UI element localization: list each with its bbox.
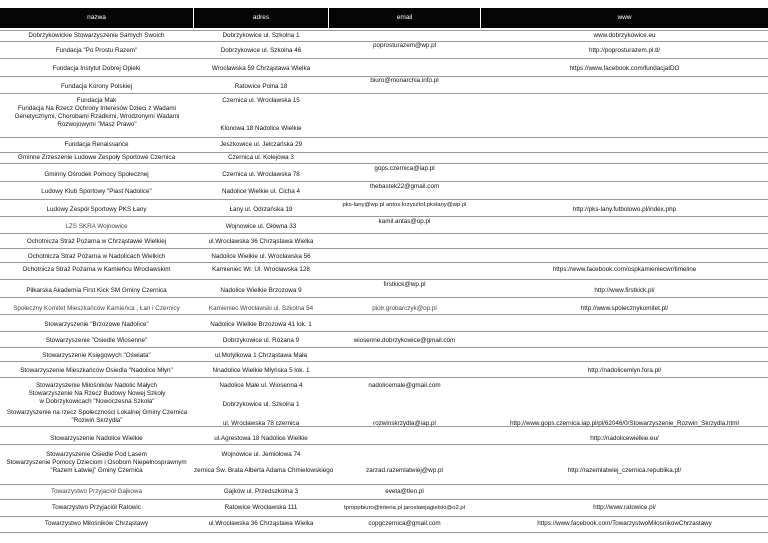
cell-nazwa: Towarzystwo Przyjaciół Ratowic <box>52 504 141 511</box>
cell-adres: Wojnowice ul. Główna 33 <box>225 223 297 230</box>
row-divider <box>0 361 768 362</box>
cell-adres: zernica Św. Brata Alberta Adama Chmielowskiego <box>194 467 334 474</box>
row-divider <box>0 331 768 332</box>
cell-adres: Kamieniec Wr. Ul. Wrocławska 128 <box>212 266 310 273</box>
cell-email: pks-lany@wp.pl antos.krzysztof.pkslany@wp.pl <box>342 202 467 208</box>
cell-nazwa: Ochotnicza Straż Pożarna w Nadolicach Wielkich <box>27 253 166 260</box>
cell-www: http://razemlatwiej_czernica.republika.pl/ <box>567 467 682 474</box>
cell-email: tproppbiuro@interia.pl jaroslawjagielski@o2.pl <box>344 505 465 511</box>
row-divider <box>0 516 768 517</box>
cell-email: wiosenne.dobrzykowice@gmail.com <box>353 337 456 344</box>
cell-email: kamil.antas@op.pl <box>378 218 431 225</box>
cell-nazwa: Stowarzyszenie Miłośników Nadolic Małych <box>35 382 158 389</box>
cell-nazwa: Towarzystwo Miłośników Chrząstawy <box>44 520 149 527</box>
cell-adres: ul.Wrocławska 36 Chrząstawa Wielka <box>208 520 314 527</box>
cell-email: gops.czernica@iap.pl <box>374 165 435 172</box>
cell-adres: Dobrzykowice ul. Szkolna 1 <box>222 32 300 39</box>
cell-adres: Łany ul. Odrzańska 19 <box>229 206 293 213</box>
cell-adres: Nadolice Wielkie Brzozowa 9 <box>220 287 302 294</box>
cell-nazwa: Ochotnicza Straż Pożarna w Kamieńcu Wrocławskim <box>22 266 171 273</box>
cell-nazwa: Fundacja Renaissance <box>64 141 129 148</box>
header-email: email <box>329 8 480 28</box>
cell-adres: Dobrzykowice ul. Szkolna 1 <box>222 401 300 408</box>
cell-www: http://www.firstkick.pl/ <box>594 287 655 294</box>
cell-www: https://www.facebook.com/ospkamieniecwr/timeline <box>552 266 697 273</box>
row-divider <box>0 93 768 94</box>
row-divider <box>0 297 768 298</box>
cell-adres: Dobrzykowice ul. Różana 9 <box>222 337 300 344</box>
cell-nazwa: Społeczny Komitet Mieszkańców Kamieńca , Łan i Czernicy <box>13 305 180 312</box>
cell-nazwa: Fundacja Instytut Dobrej Opieki <box>52 65 141 72</box>
row-divider <box>0 532 768 533</box>
cell-nazwa: Ludowy Zespół Sportowy PKS Łany <box>46 206 147 213</box>
cell-nazwa: Fundacja Na Rzecz Ochrony Interesów Dzieci z Wadami Genetycznymi, Chorobami Rzadkimi, Wrodzonymi Wadami Rozwojowymi "Masz Prawo" <box>14 105 180 128</box>
row-divider <box>0 58 768 59</box>
cell-email: eveta@tlen.pl <box>385 488 424 495</box>
cell-nazwa: Piłkarska Akademia First Kick SM Gminy Czernica <box>26 287 167 294</box>
cell-email: thebastek22@gmail.com <box>369 183 440 190</box>
cell-adres: Ratowice Wrocławska 111 <box>224 504 298 511</box>
cell-nazwa: Ochotnicza Straż Pożarna w Chrząstawie Wielkiej <box>26 238 167 245</box>
row-divider <box>0 233 768 234</box>
cell-www: http://www.ratowice.pl/ <box>593 504 656 511</box>
row-divider <box>0 163 768 164</box>
cell-nazwa: Dobrzykowickie Stowarzyszenie Samych Swoich <box>28 32 165 39</box>
cell-nazwa: Stowarzyszenie "Brzozowe Nadolice" <box>44 321 149 328</box>
cell-adres: Wrocławska 59 Chrząstawa Wielka <box>211 65 311 72</box>
cell-nazwa: LZS SKRA Wojnowice <box>65 223 128 230</box>
cell-adres: Nadolice Wielkie ul. Cicha 4 <box>221 188 301 195</box>
cell-adres: Czernica ul. Kolejowa 3 <box>228 154 294 161</box>
cell-www: www.dobrzykowice.eu <box>593 32 656 39</box>
cell-email: nadolicemale@gmail.com <box>368 382 441 389</box>
row-divider <box>0 262 768 263</box>
cell-adres: Jeszkowice ul. Jelczańska 29 <box>219 141 303 148</box>
cell-www: http://pks-lany.futbolowo.pl/index.php <box>572 206 677 213</box>
cell-www: http://poprosturazem.pl.tl/ <box>588 47 661 54</box>
row-divider <box>0 377 768 378</box>
cell-nazwa: Fundacja Korony Polskiej <box>60 83 133 90</box>
cell-email: poprosturazem@wp.pl <box>372 42 437 49</box>
cell-adres: ul.Motylkowa 1 Chrząstawa Mała <box>214 352 308 359</box>
cell-adres: Czernica ul. Wrocławska 78 <box>222 171 300 178</box>
cell-nazwa: Towarzystwo Przyjaciół Gajkowa <box>51 488 142 495</box>
cell-www: http://www.gops.czernica.iap.pl/pl/62046/0/Stowarzyszenie_Rozwin_Skrzydla.html <box>510 420 739 427</box>
cell-nazwa: Gminny Ośrodek Pomocy Społecznej <box>44 171 149 178</box>
cell-www: https://www.facebook.com/fundacjaIDO <box>569 65 680 72</box>
cell-nazwa: Stowarzyszenie Pomocy Dzieciom i Osobom Niepełnosprawnym "Razem Łatwiej" Gminy Czernica <box>6 459 187 474</box>
row-divider <box>0 279 768 280</box>
row-divider <box>0 216 768 217</box>
row-divider <box>0 484 768 485</box>
cell-adres: ul.Wrocławska 36 Chrząstawa Wielka <box>208 238 314 245</box>
cell-www: https://www.facebook.com/TowarzystwoMilosnikowChrzastawy <box>537 520 712 527</box>
cell-nazwa: Fundacja Mak <box>76 97 117 104</box>
cell-email: zarzad.razemlatwiej@wp.pl <box>366 467 443 474</box>
cell-email: firstkick@wp.pl <box>383 281 426 288</box>
cell-nazwa: Stowarzyszenie na rzecz Społeczności Lokalnej Gminy Czernica "Rozwiń Skrzydła" <box>6 409 188 424</box>
row-divider <box>0 181 768 182</box>
cell-nazwa: Stowarzyszenie Osiedle Pod Lasem <box>46 451 147 458</box>
cell-www: http://nadolicemlyn.fora.pl/ <box>587 367 662 374</box>
cell-email: piotr.grobarczyk@op.pl <box>372 305 437 312</box>
row-divider <box>0 499 768 500</box>
cell-adres: Nadolice Wielkie ul. Wrocławska 56 <box>211 253 311 260</box>
cell-adres: ul.Agrestowa 18 Nadolice Wielkie <box>214 435 308 442</box>
cell-email: biuro@monarchia.info.pl <box>370 77 439 84</box>
cell-adres: ul. Wrocławska 78 czernica <box>222 420 300 427</box>
cell-adres: Nadolice Małe ul. Wiosenna 4 <box>219 382 303 389</box>
header-www: www <box>481 8 768 28</box>
cell-nazwa: Stowarzyszenie "Osiedle Wiosenne" <box>45 337 148 344</box>
cell-email: rozwinskrzydla@iap.pl <box>373 420 436 427</box>
row-divider <box>0 137 768 138</box>
cell-nazwa: Stowarzyszenie Mieszkańców Osiedla "Nadolice Młyn" <box>20 367 173 374</box>
cell-adres: Nnadolice Wielkie Młyńska 5 lok. 1 <box>212 367 310 374</box>
cell-www: http://nadolicewielkie.eu/ <box>590 435 659 442</box>
cell-adres: Dobrzykowice ul. Szkolna 46 <box>220 47 302 54</box>
cell-nazwa: Stowarzyszenie Księgowych "Oświata" <box>42 352 151 359</box>
row-divider <box>0 444 768 445</box>
cell-adres: Gajków ul. Przedszkolna 3 <box>223 488 299 495</box>
cell-adres: Nadolice Wielkie Brzozowa 41 lok. 1 <box>210 321 312 328</box>
row-divider <box>0 314 768 315</box>
cell-nazwa: Stowarzyszenie Na Rzecz Budowy Nowej Szkoły w Dobrzykowicach "Nowoczesna Szkoła" <box>28 390 166 405</box>
cell-email: copgczernica@gmail.com <box>368 520 441 527</box>
row-divider <box>0 248 768 249</box>
row-divider <box>0 347 768 348</box>
header-nazwa: nazwa <box>0 8 193 28</box>
cell-nazwa: Ludowy Klub Sportowy "Piast Nadolice" <box>41 188 152 195</box>
header-adres: adres <box>194 8 328 28</box>
cell-adres: Wojnowice ul. Jemiołowa 74 <box>221 451 301 458</box>
cell-adres: Klonowa 18 Nadolice Wielkie <box>220 125 302 132</box>
cell-adres: Czernica ul. Wrocławska 15 <box>222 97 300 104</box>
row-divider <box>0 30 768 31</box>
cell-adres: Ratowice Polna 18 <box>234 83 288 90</box>
cell-adres: Kamieniec Wrocławski ul. Szkolna 54 <box>208 305 314 312</box>
cell-nazwa: Fundacja "Po Prostu Razem" <box>55 47 138 54</box>
cell-nazwa: Gminne Zrzeszenie Ludowe Zespoły Sportowe Czernica <box>17 154 176 161</box>
cell-nazwa: Stowarzyszenie Nadolice Wielkie <box>50 435 143 442</box>
cell-www: http://www.spolecznykomitet.pl/ <box>580 305 669 312</box>
row-divider <box>0 199 768 200</box>
row-divider <box>0 152 768 153</box>
